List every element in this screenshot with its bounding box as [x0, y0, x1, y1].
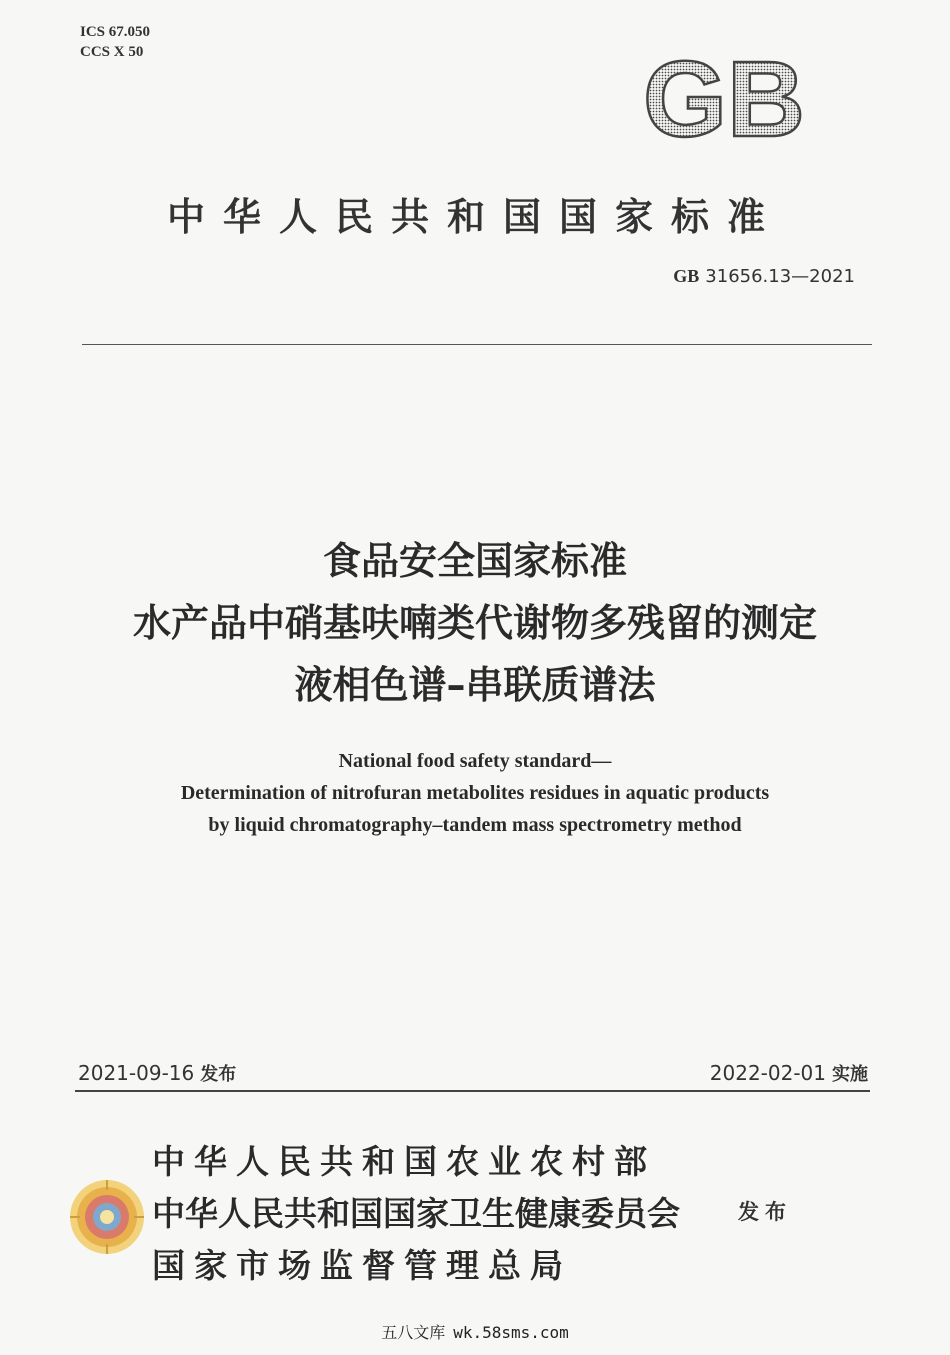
gb-logo-text: GB: [643, 50, 805, 145]
gb-logo: [628, 50, 820, 145]
classification-codes: [80, 22, 150, 62]
english-title: [0, 745, 950, 841]
issue-date: [78, 1060, 236, 1086]
effective-date-value: 2022-02-01: [709, 1061, 826, 1085]
agency-agriculture: 中华人民共和国农业农村部: [152, 1142, 656, 1181]
chinese-title-line-2: 水产品中硝基呋喃类代谢物多残留的测定: [132, 601, 817, 645]
standard-code: [673, 266, 855, 287]
english-title-line-3: by liquid chromatography–tandem mass spectrometry method: [208, 814, 742, 836]
issue-date-label: 发布: [200, 1064, 237, 1085]
publish-label: 发布: [738, 1200, 792, 1224]
national-standard-heading: 中华人民共和国国家标准: [166, 195, 783, 239]
national-emblem-icon: [68, 1178, 146, 1256]
english-title-line-2: Determination of nitrofuran metabolites residues in aquatic products: [180, 782, 770, 804]
agency-market-regulation: 国家市场监督管理总局: [152, 1246, 572, 1285]
footer-site-name: 五八文库: [381, 1323, 446, 1342]
chinese-title-line-3: 液相色谱–串联质谱法: [294, 663, 656, 707]
issuing-agencies: [152, 1136, 680, 1292]
ics-code: ICS 67.050: [80, 24, 151, 40]
date-divider: [75, 1090, 870, 1092]
footer-site-url[interactable]: wk.58sms.com: [453, 1323, 569, 1342]
effective-date-label: 实施: [832, 1064, 868, 1085]
ccs-code: CCS X 50: [80, 44, 144, 60]
watermark-footer: [0, 1320, 950, 1343]
issue-date-value: 2021-09-16: [78, 1061, 195, 1085]
header-divider: [82, 344, 872, 345]
chinese-title: [0, 530, 950, 716]
standard-code-prefix: GB: [673, 266, 700, 286]
english-title-line-1: National food safety standard—: [338, 750, 612, 772]
standard-code-number: 31656.13—2021: [705, 266, 855, 287]
chinese-title-line-1: 食品安全国家标准: [322, 539, 627, 583]
agency-health-commission: 中华人民共和国国家卫生健康委员会: [152, 1194, 680, 1233]
effective-date: [710, 1060, 868, 1086]
